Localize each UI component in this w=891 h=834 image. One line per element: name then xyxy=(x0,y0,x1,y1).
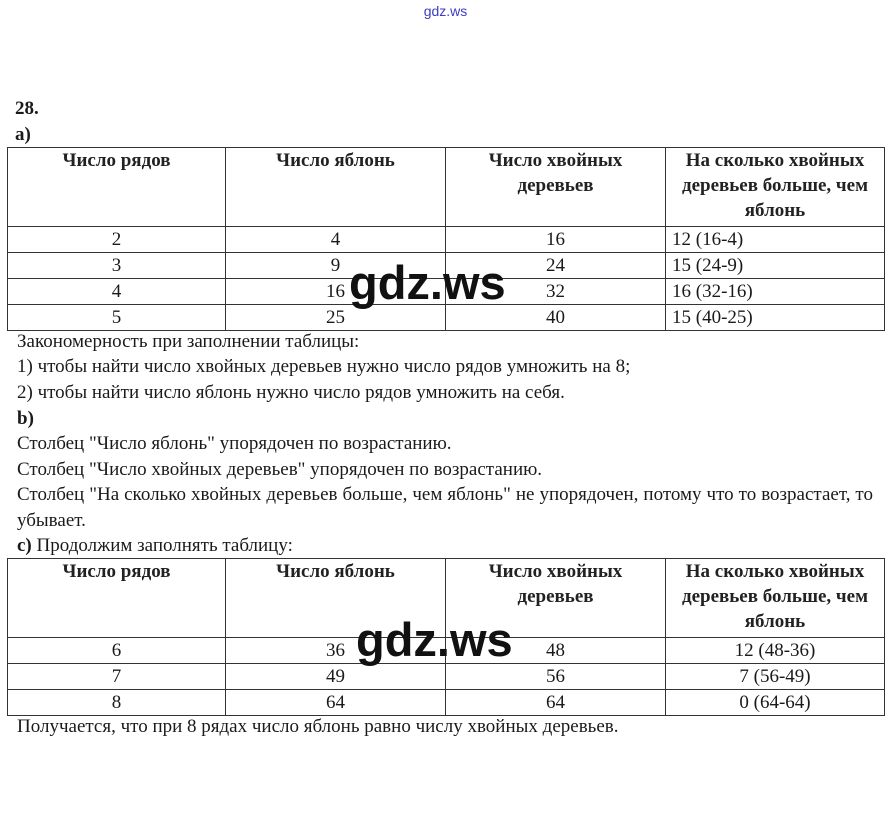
watermark-lower: gdz.ws xyxy=(356,613,513,666)
table-cell: 32 xyxy=(446,279,666,305)
table-row xyxy=(8,664,885,690)
table-cell: 56 xyxy=(446,664,666,690)
pattern-rule-2: 2) чтобы найти число яблонь нужно число рядов умножить на себя. xyxy=(17,382,565,403)
conclusion-text: Получается, что при 8 рядах число яблонь равно числу хвойных деревьев. xyxy=(17,716,619,737)
header-rows-count: Число рядов xyxy=(8,559,226,638)
table-row xyxy=(8,690,885,716)
part-b-label: b) xyxy=(17,408,34,429)
table-cell: 48 xyxy=(446,638,666,664)
table-cell: 16 xyxy=(226,279,446,305)
table-cell: 16 (32-16) xyxy=(666,279,885,305)
watermark-upper: gdz.ws xyxy=(349,256,506,309)
table-cell: 3 xyxy=(8,253,226,279)
pattern-intro: Закономерность при заполнении таблицы: xyxy=(17,331,360,352)
table-cell: 64 xyxy=(226,690,446,716)
table-cell: 8 xyxy=(8,690,226,716)
table-cell: 4 xyxy=(8,279,226,305)
table-cell: 24 xyxy=(446,253,666,279)
table-cell: 12 (16-4) xyxy=(666,227,885,253)
table-cell: 15 (40-25) xyxy=(666,305,885,331)
table-cell: 4 xyxy=(226,227,446,253)
header-difference: На сколько хвойных деревьев больше, чем яблонь xyxy=(666,148,885,227)
header-conifer-trees: Число хвойных деревьев xyxy=(446,559,666,638)
part-c-intro xyxy=(17,535,293,557)
part-b-line-1: Столбец "Число яблонь" упорядочен по возрастанию. xyxy=(17,433,452,454)
table-cell: 15 (24-9) xyxy=(666,253,885,279)
table-cell: 40 xyxy=(446,305,666,331)
part-c-label: с) xyxy=(17,535,32,556)
table-cell: 0 (64-64) xyxy=(666,690,885,716)
table-cell: 12 (48-36) xyxy=(666,638,885,664)
part-b-line-3: Столбец "На сколько хвойных деревьев больше, чем яблонь" не упорядочен, потому что то возрастает, то убывает. xyxy=(17,484,873,531)
header-apple-trees: Число яблонь xyxy=(226,148,446,227)
task-number: 28. xyxy=(15,98,39,119)
header-difference: На сколько хвойных деревьев больше, чем яблонь xyxy=(666,559,885,638)
header-rows-count: Число рядов xyxy=(8,148,226,227)
table-cell: 5 xyxy=(8,305,226,331)
part-a-label: а) xyxy=(15,124,31,145)
part-c-text: Продолжим заполнять таблицу: xyxy=(36,535,293,556)
table-a-header-row xyxy=(8,148,885,227)
header-conifer-trees: Число хвойных деревьев xyxy=(446,148,666,227)
table-cell: 6 xyxy=(8,638,226,664)
table-cell: 7 (56-49) xyxy=(666,664,885,690)
header-apple-trees: Число яблонь xyxy=(226,559,446,638)
table-cell: 64 xyxy=(446,690,666,716)
table-cell: 25 xyxy=(226,305,446,331)
part-b-line-2: Столбец "Число хвойных деревьев" упорядочен по возрастанию. xyxy=(17,459,543,480)
table-row xyxy=(8,227,885,253)
pattern-rule-1: 1) чтобы найти число хвойных деревьев нужно число рядов умножить на 8; xyxy=(17,356,631,377)
site-header-link[interactable]: gdz.ws xyxy=(423,3,468,19)
table-cell: 9 xyxy=(226,253,446,279)
table-cell: 2 xyxy=(8,227,226,253)
table-cell: 16 xyxy=(446,227,666,253)
table-cell: 49 xyxy=(226,664,446,690)
table-cell: 36 xyxy=(226,638,446,664)
table-cell: 7 xyxy=(8,664,226,690)
